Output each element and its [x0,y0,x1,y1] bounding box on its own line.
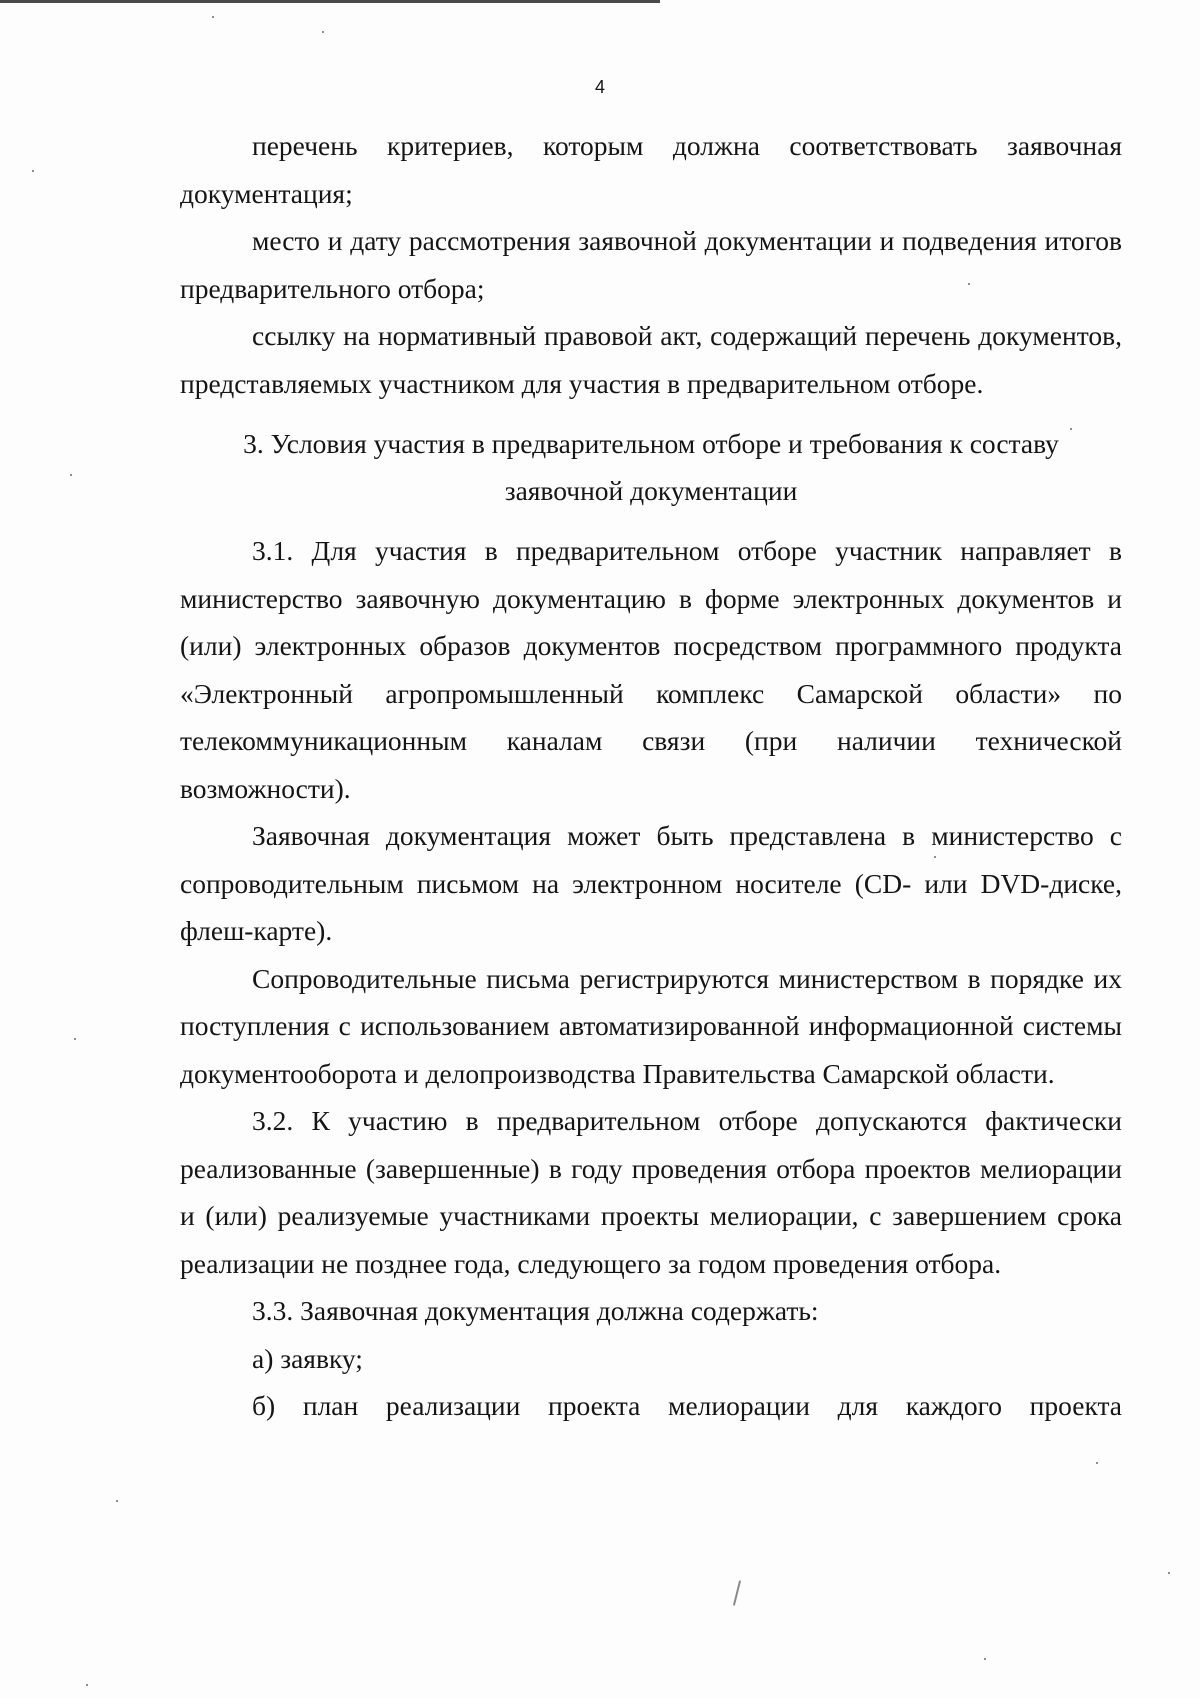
scan-speck [86,1684,88,1686]
list-item-a: а) заявку; [252,1342,363,1374]
paragraph-3-1: 3.1. Для участия в предварительном отборе участник направляет в министерство заявочную документацию в форме электронных документов и (или) электронных образов документов посредством программного продукта «Электронный агропромышленный комплекс Самарской области» по телекоммуникационным каналам связи (при наличии технической возможности). [180,535,1122,804]
scan-speck [1168,1572,1170,1574]
paragraph-cover-letters: Сопроводительные письма регистрируются министерством в порядке их поступления с использованием автоматизированной информационной системы документооборота и делопроизводства Правительства Самарской области. [180,962,1122,1089]
paragraph-3-3: 3.3. Заявочная документация должна содержать: [252,1295,819,1326]
scan-mark [733,1580,741,1606]
list-item-b: б) план реализации проекта мелиорации для каждого проекта [252,1390,1122,1421]
scan-speck [116,1500,118,1502]
scan-speck [322,31,324,33]
scan-speck [968,283,970,285]
paragraph-review-place-date: место и дату рассмотрения заявочной документации и подведения итогов предварительного отбора; [180,225,1122,304]
scan-speck [1070,428,1072,430]
scan-speck [934,856,936,858]
paragraph-criteria-list: перечень критериев, которым должна соответствовать заявочная документация; [180,130,1122,209]
scan-speck [70,474,72,476]
scan-speck [74,1038,76,1040]
scan-speck [212,16,214,18]
page-number: 4 [594,77,605,97]
section-heading: 3. Условия участия в предварительном отборе и требования к составу заявочной документации [243,428,1059,506]
scan-top-rule [0,0,660,3]
paragraph-normative-act-link: ссылку на нормативный правовой акт, содержащий перечень документов, представляемых участником для участия в предварительном отборе. [180,320,1122,399]
scan-speck [32,170,34,172]
scan-speck [1096,1462,1098,1464]
scan-speck [984,1658,986,1660]
paragraph-electronic-media: Заявочная документация может быть представлена в министерство с сопроводительным письмом на электронном носителе (CD- или DVD-диске, флеш-карте). [180,820,1122,946]
document-body [180,122,1122,1430]
paragraph-3-2: 3.2. К участию в предварительном отборе допускаются фактически реализованные (завершенные) в году проведения отбора проектов мелиорации и (или) реализуемые участниками проекты мелиорации, с завершением срока реализации не позднее года, следующего за годом проведения отбора. [180,1105,1122,1279]
